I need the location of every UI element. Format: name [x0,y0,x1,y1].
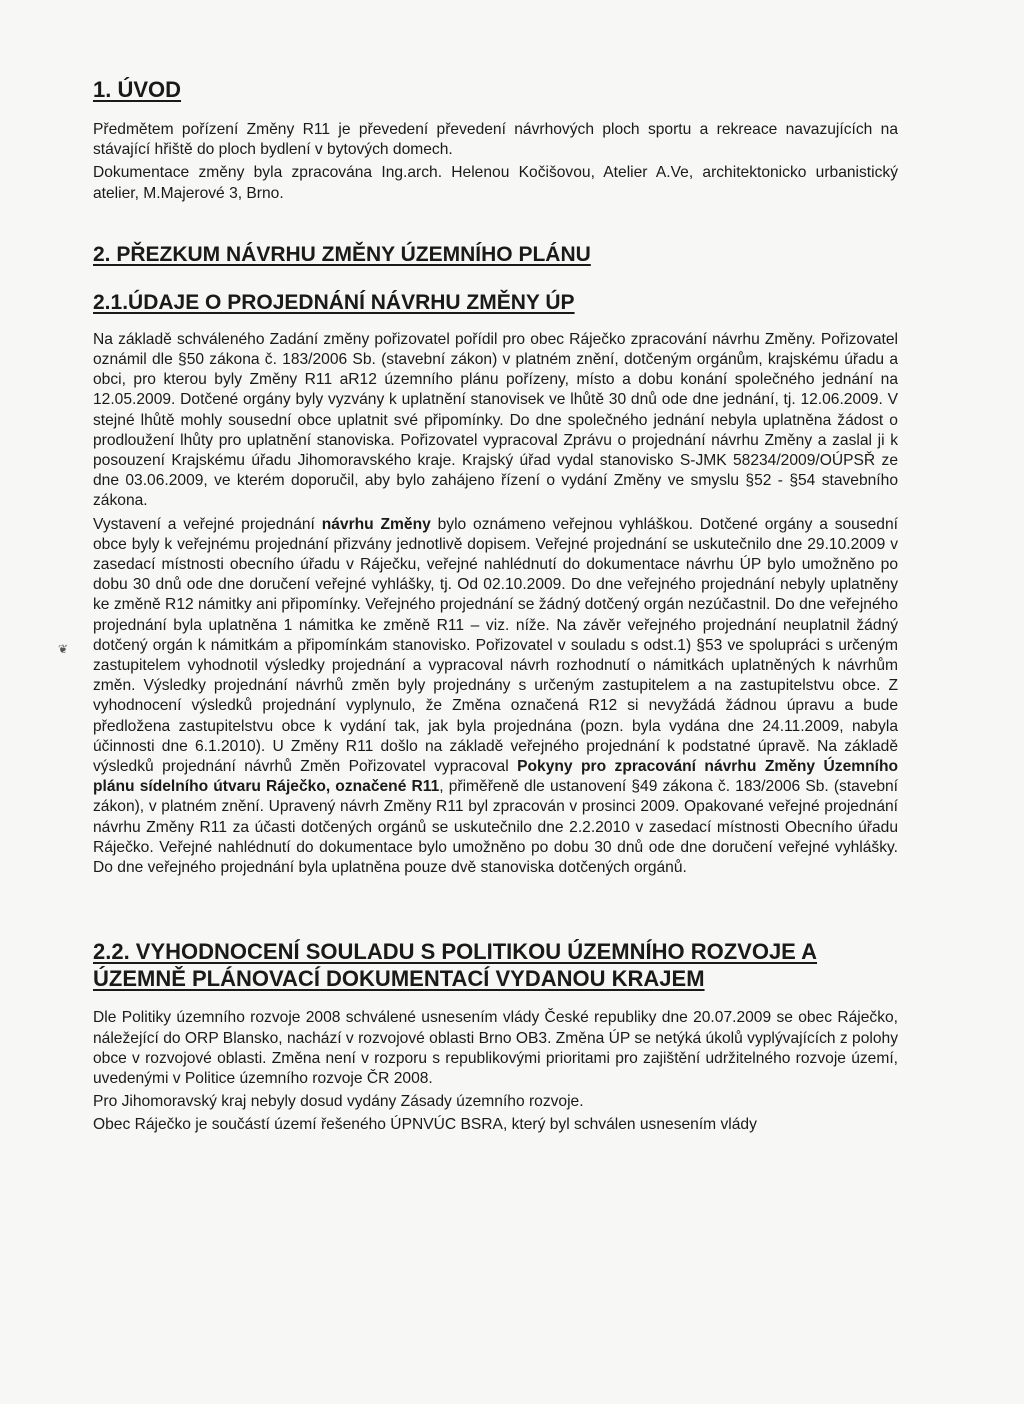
section-2-1-paragraph-1: Na základě schváleného Zadání změny pořizovatel pořídil pro obec Ráječko zpracování návrhu Změny. Pořizovatel oznámil dle §50 zákona č. 183/2006 Sb. (stavební zákon) v platném znění, dotčeným orgánům, krajskému úřadu a obci, pro kterou byly Změny R11 aR12 územního plánu pořízeny, místo a dobu konání společného jednání na 12.05.2009. Dotčené orgány byly vyzvány k uplatnění stanovisek ve lhůtě 30 dnů ode dne jednání, tj. 12.06.2009. V stejné lhůtě mohly sousední obce uplatnit své připomínky. Do dne společného jednání nebyla uplatněna žádost o prodloužení lhůty pro uplatnění stanoviska. Pořizovatel vypracoval Zprávu o projednání návrhu Změny a zaslal ji k posouzení Krajskému úřadu Jihomoravského kraje. Krajský úřad vydal stanovisko S-JMK 58234/2009/OÚPSŘ ze dne 03.06.2009, ve kterém doporučil, aby bylo zahájeno řízení o vydání Změny ve smyslu §52 - §54 stavebního zákona. [93,330,898,510]
section-2-2-paragraph-1: Dle Politiky územního rozvoje 2008 schválené usnesením vlády České republiky dne 20.07.2009 se obec Ráječko, náležející do ORP Blansko, nachází v rozvojové oblasti Brno OB3. Změna ÚP se netýká úkolů vyplývajících z polohy obce v rozvojové oblasti. Změna není v rozporu s republikovými prioritami pro zajištění udržitelného rozvoje území, uvedenými v Politice územního rozvoje ČR 2008. [93,1009,898,1087]
p2-text-e: , přiměřeně dle ustanovení §49 zákona č. 183/2006 Sb. (stavební zákon), v platném znění. Upravený návrh Změny R11 byl zpracován v prosinci 2009. Opakované veřejné projednání návrhu Změny R11 za účasti dotčených orgánů se uskutečnilo dne 2.2.2010 v zasedací místnosti Obecního úřadu Ráječko. Veřejné nahlédnutí do dokumentace bylo umožněno po dobu 30 dnů ode dne doručení veřejné vyhlášky. Do dne veřejného projednání byla uplatněna pouze dvě stanoviska dotčených orgánů. [93,778,898,877]
section-2-1-heading: 2.1.ÚDAJE O PROJEDNÁNÍ NÁVRHU ZMĚNY ÚP [93,290,575,314]
p2-bold-d: Pokyny pro zpracování návrhu Změny Územního plánu sídelního útvaru Ráječko, označené R11 [93,758,899,796]
section-2-2-heading: 2.2. VYHODNOCENÍ SOULADU S POLITIKOU ÚZEMNÍHO ROZVOJE A ÚZEMNĚ PLÁNOVACÍ DOKUMENTACÍ VYDANOU KRAJEM [93,939,818,992]
section-2-heading: 2. PŘEZKUM NÁVRHU ZMĚNY ÚZEMNÍHO PLÁNU [93,242,591,266]
p2-bold-b: návrhu Změny [321,515,431,533]
section-1-paragraph-1: Předmětem pořízení Změny R11 je převedení převedení návrhových ploch sportu a rekreace navazujících na stávající hřiště do ploch bydlení v bytových domech. [93,121,898,159]
section-2-1-paragraph-2 [93,515,898,879]
p2-text-a: Vystavení a veřejné projednání [93,515,322,533]
section-1-heading: 1. ÚVOD [93,77,182,102]
margin-mark-icon: ❦ [58,642,69,656]
section-2-2-paragraph-2: Pro Jihomoravský kraj nebyly dosud vydány Zásady územního rozvoje. [93,1093,584,1111]
section-2-2-paragraph-3: Obec Ráječko je součástí území řešeného ÚPNVÚC BSRA, který byl schválen usnesením vlády [93,1116,757,1134]
p2-text-c: bylo oznámeno veřejnou vyhláškou. Dotčené orgány a sousední obce byly k veřejnému projednání přizvány jednotlivě dopisem. Veřejné projednání se uskutečnilo dne 29.10.2009 v zasedací místnosti obecního úřadu v Ráječku, veřejné nahlédnutí do dokumentace návrhu ÚP bylo umožněno po dobu 30 dnů ode dne doručení veřejné vyhlášky, tj. Od 02.10.2009. Do dne veřejného projednání nebyly uplatněny ke změně R12 námitky ani připomínky. Veřejného projednání se žádný dotčený orgán nezúčastnil. Do dne veřejného projednání byla uplatněna 1 námitka ke změně R11 – viz. níže. Na závěr veřejného projednání neuplatnil žádný dotčený orgán k námitkám a připomínkám stanovisko. Pořizovatel v souladu s odst.1) §53 ve spolupráci s určeným zastupitelem vyhodnotil výsledky projednání a vypracoval návrh rozhodnutí o námitkách uplatněných k návrhům změn. Výsledky projednání návrhů změn byly projednány s určeným zastupitelem a na zastupitelstvu obce. Z vyhodnocení výsledků projednání vyplynulo, že Změna označená R12 si nevyžádá žádnou úpravu a bude předložena zastupitelstvu obce k vydání tak, jak byla projednána (pozn. byla vydána dne 24.11.2009, nabyla účinnosti dne 6.1.2010). U Změny R11 došlo na základě veřejného projednání k podstatné úpravě. Na základě výsledků projednání návrhů Změn Pořizovatel vypracoval [93,515,898,776]
section-1-paragraph-2: Dokumentace změny byla zpracována Ing.arch. Helenou Kočišovou, Atelier A.Ve, architektonicko urbanistický atelier, M.Majerové 3, Brno. [93,164,898,202]
